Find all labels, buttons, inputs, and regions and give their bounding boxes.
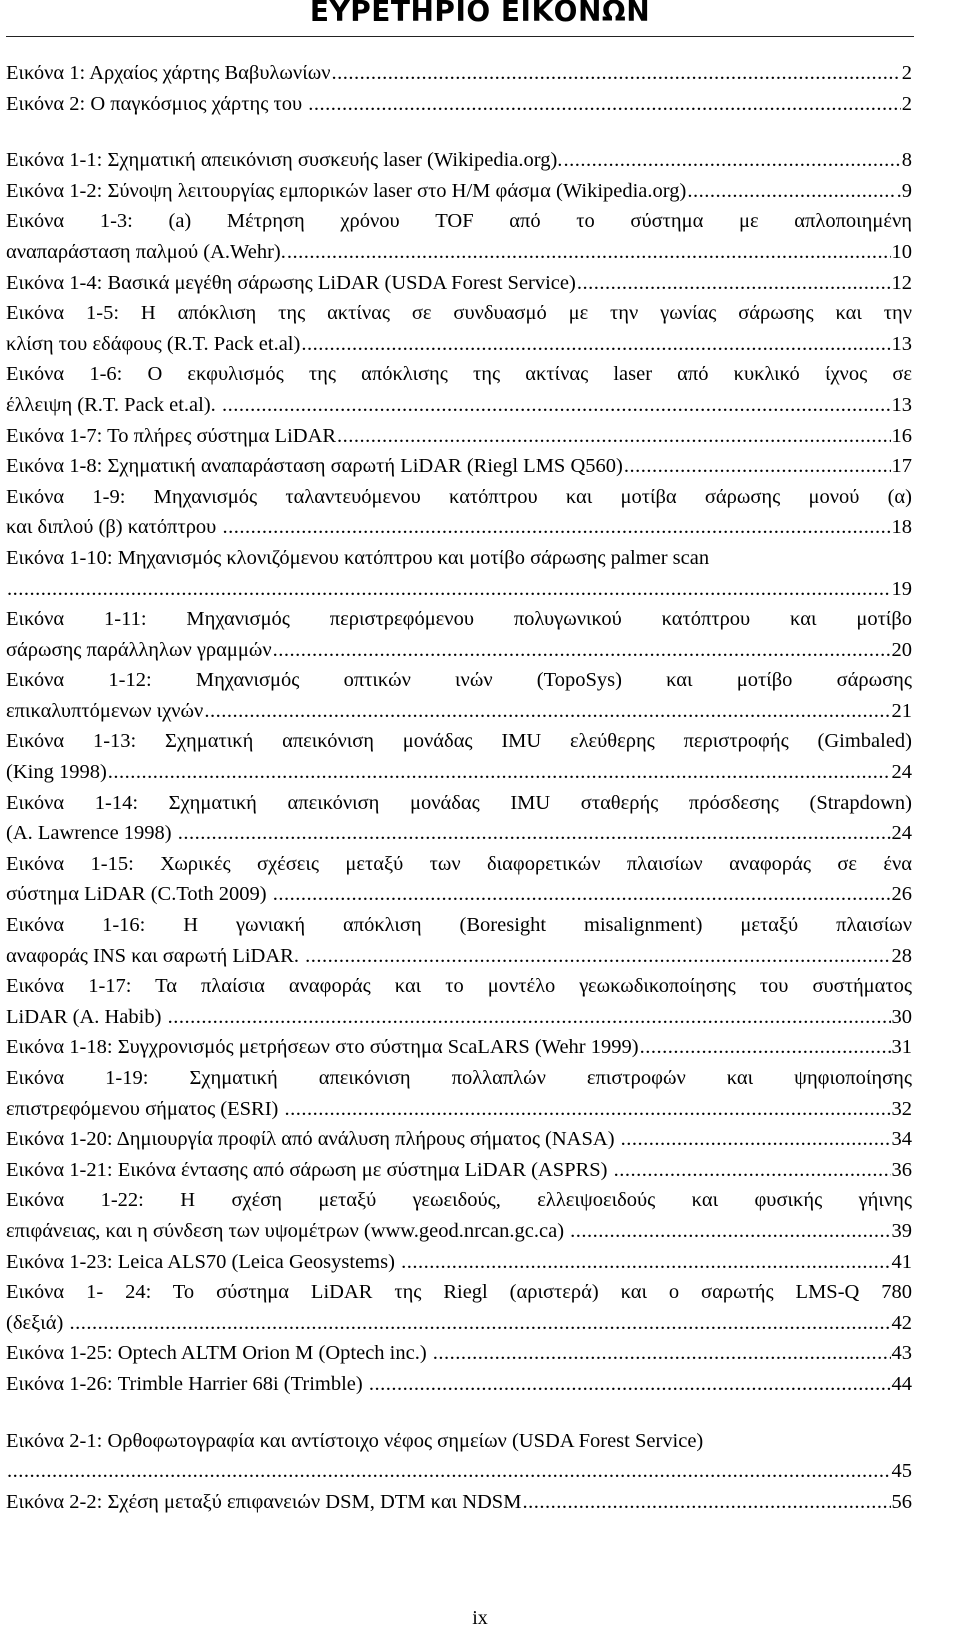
entry-page-number: 2 — [901, 92, 912, 115]
figure-entry[interactable] — [6, 89, 912, 120]
figure-entry[interactable] — [6, 451, 912, 482]
entry-text: Εικόνα 1-26: Trimble Harrier 68i (Trimble) — [6, 1372, 368, 1395]
entry-text: αναφοράς INS και σαρωτή LiDAR. — [6, 944, 305, 967]
entry-leader-line — [6, 451, 912, 482]
entry-page-number: 43 — [891, 1342, 912, 1365]
entry-leader-line — [6, 635, 912, 666]
entry-text-line: Εικόνα 1-10: Μηχανισμός κλονιζόμενου κατόπτρου και μοτίβο σάρωσης palmer scan — [6, 546, 710, 569]
figure-entry[interactable] — [6, 604, 912, 665]
entry-text: Εικόνα 1-25: Optech ALTM Orion M (Optech inc.) — [6, 1342, 432, 1365]
entry-text-line: Εικόνα 1-13: Σχηματική απεικόνιση μονάδας IMU ελεύθερης περιστροφής (Gimbaled) — [6, 730, 912, 753]
entry-page-number: 10 — [891, 240, 912, 263]
entry-text: σύστημα LiDAR (C.Toth 2009) — [6, 883, 272, 906]
dot-leader — [401, 1247, 890, 1278]
entry-page-number: 8 — [901, 149, 912, 172]
entry-page-number: 36 — [891, 1158, 912, 1181]
figure-entry[interactable] — [6, 665, 912, 726]
entry-page-number: 12 — [891, 271, 912, 294]
entry-text: (King 1998) — [6, 761, 107, 784]
figure-entry[interactable] — [6, 1369, 912, 1400]
dot-leader — [331, 58, 900, 89]
figure-entry[interactable] — [6, 971, 912, 1032]
entry-page-number: 26 — [891, 883, 912, 906]
entry-leader-line — [6, 1216, 912, 1247]
dot-leader — [305, 941, 890, 972]
entry-page-number: 41 — [891, 1250, 912, 1273]
entry-text: Εικόνα 1-8: Σχηματική αναπαράσταση σαρωτή LiDAR (Riegl LMS Q560) — [6, 455, 623, 478]
dot-leader — [614, 1155, 891, 1186]
figure-entry[interactable] — [6, 1063, 912, 1124]
dot-leader — [178, 818, 891, 849]
entry-text: επιστρεφόμενου σήματος (ESRI) — [6, 1097, 284, 1120]
figure-entry[interactable] — [6, 1456, 912, 1487]
entry-page-number: 42 — [891, 1311, 912, 1334]
entry-text-line: Εικόνα 1-15: Χωρικές σχέσεις μεταξύ των διαφορετικών πλαισίων αναφοράς σε ένα — [6, 852, 912, 875]
entry-leader-line — [6, 390, 912, 421]
entry-leader-line — [6, 512, 912, 543]
entry-text: Εικόνα 1-4: Βασικά μεγέθη σάρωσης LiDAR (USDA Forest Service) — [6, 271, 576, 294]
figure-entry[interactable] — [6, 482, 912, 543]
dot-leader — [7, 1456, 891, 1487]
entry-text-line: Εικόνα 1- 24: Το σύστημα LiDAR της Riegl (αριστερά) και ο σαρωτής LMS-Q 780 — [6, 1281, 912, 1304]
entry-leader-line — [6, 1456, 912, 1487]
entry-text: Εικόνα 1-20: Δημιουργία προφίλ από ανάλυση πλήρους σήματος (NASA) — [6, 1128, 620, 1151]
entry-text: Εικόνα 1: Αρχαίος χάρτης Βαβυλωνίων — [6, 62, 331, 84]
dot-leader — [563, 145, 900, 176]
entry-leader-line — [6, 941, 912, 972]
entry-page-number: 13 — [891, 332, 912, 355]
entry-text-line: Εικόνα 1-11: Μηχανισμός περιστρεφόμενου πολυγωνικού κατόπτρου και μοτίβο — [6, 608, 912, 631]
entry-leader-line — [6, 1308, 912, 1339]
entry-page-number: 19 — [891, 577, 912, 600]
figure-entry[interactable] — [6, 726, 912, 787]
entry-leader-line — [6, 1338, 912, 1369]
entry-text: Εικόνα 1-23: Leica ALS70 (Leica Geosystems) — [6, 1250, 401, 1273]
entry-page-number: 30 — [891, 1005, 912, 1028]
entry-page-number: 28 — [891, 944, 912, 967]
dot-leader — [570, 1216, 890, 1247]
figure-entry[interactable] — [6, 58, 912, 89]
entry-leader-line — [6, 818, 912, 849]
page-title: ΕΥΡΕΤΗΡΙΟ ΕΙΚΟΝΩΝ — [309, 0, 651, 28]
entry-text-line: Εικόνα 1-3: (a) Μέτρηση χρόνου TOF από το σύστημα με απλοποιημένη — [6, 210, 912, 233]
page-number-footer: ix — [472, 1607, 488, 1629]
entry-leader-line — [6, 58, 912, 89]
entry-leader-line — [6, 176, 912, 207]
entry-text-line: Εικόνα 1-6: Ο εκφυλισμός της απόκλισης της ακτίνας laser από κυκλικό ίχνος σε — [6, 363, 912, 386]
entry-text: Εικόνα 1-21: Εικόνα έντασης από σάρωση με σύστημα LiDAR (ASPRS) — [6, 1158, 613, 1181]
entry-text-line: Εικόνα 1-5: Η απόκλιση της ακτίνας σε συνδυασμό με την γωνίας σάρωσης και την — [6, 302, 912, 325]
entry-leader-line — [6, 574, 912, 605]
entry-page-number: 32 — [891, 1097, 912, 1120]
entry-text-line: Εικόνα 1-14: Σχηματική απεικόνιση μονάδας IMU σταθερής πρόσδεσης (Strapdown) — [6, 791, 912, 814]
entry-text: (A. Lawrence 1998) — [6, 822, 177, 845]
figure-entry[interactable] — [6, 206, 912, 267]
entry-text: Εικόνα 2-2: Σχέση μεταξύ επιφανειών DSM, DTM και NDSM — [6, 1490, 522, 1513]
figure-entry[interactable] — [6, 574, 912, 605]
entry-leader-line — [6, 879, 912, 910]
dot-leader — [222, 390, 891, 421]
entry-leader-line — [6, 145, 912, 176]
entry-page-number: 2 — [901, 62, 912, 84]
entry-text: έλλειψη (R.T. Pack et.al). — [6, 393, 221, 416]
entry-leader-line — [6, 1032, 912, 1063]
entry-text-line: Εικόνα 1-9: Μηχανισμός ταλαντευόμενου κατόπτρου και μοτίβα σάρωσης μονού (α) — [6, 485, 912, 508]
entry-page-number: 44 — [891, 1372, 912, 1395]
entry-text: σάρωσης παράλληλων γραμμών — [6, 638, 272, 661]
figure-entry[interactable] — [6, 1124, 912, 1155]
entry-text-line: Εικόνα 1-16: Η γωνιακή απόκλιση (Boresight misalignment) μεταξύ πλαισίων — [6, 914, 912, 937]
entry-page-number: 13 — [891, 393, 912, 416]
entry-leader-line — [6, 696, 912, 727]
dot-leader — [273, 879, 891, 910]
entry-text-line: Εικόνα 1-12: Μηχανισμός οπτικών ινών (TopoSys) και μοτίβο σάρωσης — [6, 669, 912, 692]
entry-text: κλίση του εδάφους (R.T. Pack et.al) — [6, 332, 301, 355]
entry-page-number: 16 — [891, 424, 912, 447]
dot-leader — [369, 1369, 891, 1400]
entry-text: LiDAR (A. Habib) — [6, 1005, 167, 1028]
figure-entry[interactable] — [6, 849, 912, 910]
dot-leader — [577, 268, 891, 299]
entry-text-line: Εικόνα 1-22: Η σχέση μεταξύ γεωειδούς, ελλειψοειδούς και φυσικής γήινης — [6, 1189, 912, 1212]
dot-leader — [273, 635, 891, 666]
dot-leader — [222, 512, 890, 543]
entry-page-number: 20 — [891, 638, 912, 661]
figure-entry[interactable] — [6, 1032, 912, 1063]
figure-entry[interactable] — [6, 298, 912, 359]
figure-entry[interactable] — [6, 1185, 912, 1246]
entry-page-number: 45 — [891, 1460, 912, 1483]
figure-entry[interactable] — [6, 145, 912, 176]
figure-entry[interactable] — [6, 359, 912, 420]
entry-leader-line — [6, 1369, 912, 1400]
entry-text: και διπλού (β) κατόπτρου — [6, 516, 222, 539]
figure-entry[interactable] — [6, 1426, 912, 1457]
entry-text-line: Εικόνα 1-19: Σχηματική απεικόνιση πολλαπλών επιστροφών και ψηφιοποίησης — [6, 1067, 912, 1089]
entry-page-number: 24 — [891, 822, 912, 845]
entry-text: επιφάνειας, και η σύνδεση των υψομέτρων (www.geod.nrcan.gc.ca) — [6, 1219, 570, 1242]
entry-page-number: 24 — [891, 761, 912, 784]
entry-leader-line — [6, 1247, 912, 1278]
figure-entry[interactable] — [6, 788, 912, 849]
figure-entry[interactable] — [6, 1247, 912, 1278]
dot-leader — [687, 176, 895, 207]
entry-text: (δεξιά) — [6, 1311, 69, 1334]
dot-leader — [285, 1094, 891, 1125]
figure-entry[interactable] — [6, 176, 912, 207]
entry-page-number: 31 — [891, 1036, 912, 1059]
dot-leader — [308, 89, 901, 120]
entry-page-number: .9 — [896, 179, 912, 202]
figure-entry[interactable] — [6, 1277, 912, 1338]
entry-text: Εικόνα 1-18: Συγχρονισμός μετρήσεων στο σύστημα ScaLARS (Wehr 1999) — [6, 1036, 639, 1059]
entry-leader-line — [6, 1094, 912, 1125]
entry-text: Εικόνα 1-7: Το πλήρες σύστημα LiDAR — [6, 424, 337, 447]
figure-entry[interactable] — [6, 910, 912, 971]
figure-entry[interactable] — [6, 1155, 912, 1186]
entry-leader-line — [6, 1155, 912, 1186]
figure-index-list — [6, 58, 912, 1517]
dot-leader — [168, 1002, 891, 1033]
dot-leader — [301, 329, 890, 360]
figure-entry[interactable] — [6, 543, 912, 574]
dot-leader — [433, 1338, 891, 1369]
entry-text: Εικόνα 1-1: Σχηματική απεικόνιση συσκευής laser (Wikipedia.org). — [6, 149, 563, 172]
dot-leader — [621, 1124, 891, 1155]
entry-leader-line — [6, 421, 912, 452]
figure-entry[interactable] — [6, 1338, 912, 1369]
figure-entry[interactable] — [6, 1487, 912, 1518]
entry-page-number: 34 — [891, 1128, 912, 1151]
dot-leader — [287, 237, 891, 268]
entry-leader-line — [6, 1487, 912, 1518]
dot-leader — [624, 451, 891, 482]
section-gap — [6, 1400, 912, 1426]
entry-text: επικαλυπτόμενων ιχνών — [6, 699, 204, 722]
section-gap — [6, 119, 912, 145]
dot-leader — [69, 1308, 890, 1339]
entry-page-number: 17 — [891, 455, 912, 478]
entry-page-number: 39 — [891, 1219, 912, 1242]
figure-entry[interactable] — [6, 268, 912, 299]
entry-leader-line — [6, 89, 912, 120]
entry-leader-line — [6, 1002, 912, 1033]
entry-text-line: Εικόνα 1-17: Τα πλαίσια αναφοράς και το μοντέλο γεωκωδικοποίησης του συστήματος — [6, 975, 912, 998]
dot-leader — [7, 574, 891, 605]
entry-leader-line — [6, 1124, 912, 1155]
entry-leader-line — [6, 329, 912, 360]
entry-page-number: 56 — [891, 1490, 912, 1513]
entry-leader-line — [6, 237, 912, 268]
title-underline — [6, 36, 914, 37]
figure-entry[interactable] — [6, 421, 912, 452]
dot-leader — [108, 757, 891, 788]
dot-leader — [204, 696, 890, 727]
entry-page-number: 18 — [891, 516, 912, 539]
dot-leader — [522, 1487, 890, 1518]
dot-leader — [337, 421, 890, 452]
entry-leader-line — [6, 268, 912, 299]
dot-leader — [640, 1032, 891, 1063]
entry-text: Εικόνα 1-2: Σύνοψη λειτουργίας εμπορικών laser στο Η/Μ φάσμα (Wikipedia.org) — [6, 179, 687, 202]
entry-text-line: Εικόνα 2-1: Ορθοφωτογραφία και αντίστοιχο νέφος σημείων (USDA Forest Service) — [6, 1429, 704, 1452]
entry-text: Εικόνα 2: Ο παγκόσμιος χάρτης του — [6, 92, 308, 115]
entry-page-number: 21 — [891, 699, 912, 722]
entry-text: αναπαράσταση παλμού (A.Wehr). — [6, 240, 286, 263]
entry-leader-line — [6, 757, 912, 788]
